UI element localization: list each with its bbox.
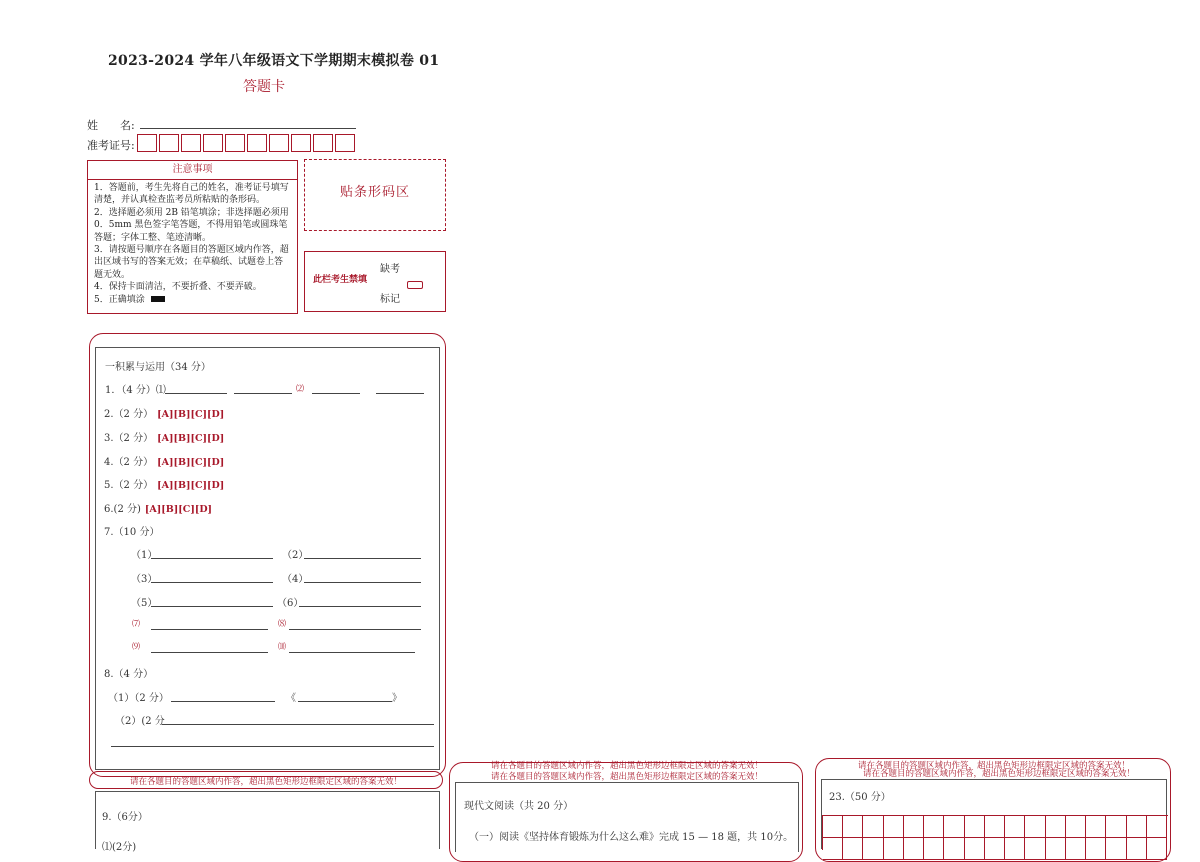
notice-item: 4．保持卡面清洁，不要折叠、不要弄破。 [94,282,262,293]
q9-part1-label: ⑴(2分) [102,842,137,853]
notice-item: 1．答题前，考生先将自己的姓名，准考证号填写清楚，并认真检查监考员所粘贴的条形码。 [94,183,289,206]
name-field[interactable] [140,128,356,129]
essay-grid-cell[interactable] [985,838,1005,860]
absent-note: 此栏考生禁填 [313,275,368,285]
q7-blank[interactable] [289,652,415,653]
q1-label: 1．（4 分） [105,385,156,396]
notice-list [88,182,297,306]
essay-grid-cell[interactable] [1005,838,1025,860]
barcode-area: 贴条形码区 [304,159,446,231]
id-digit-box[interactable] [313,134,333,152]
exam-id-label: 准考证号: [87,139,135,152]
section3-heading: 现代文阅读（共 20 分） [464,801,574,812]
id-digit-box[interactable] [269,134,289,152]
choice-question[interactable] [104,500,212,515]
q8-part2-label: （2）(2 分 [115,716,165,727]
choice-options[interactable]: [A][B][C][D] [157,457,225,468]
q1-blank[interactable] [376,393,424,394]
essay-grid-cell[interactable] [1046,838,1066,860]
q8-blank[interactable] [171,701,275,702]
essay-grid-cell[interactable] [944,816,964,838]
essay-grid-cell[interactable] [1046,816,1066,838]
essay-grid-cell[interactable] [1106,838,1126,860]
absent-label-top: 缺考 [380,264,400,275]
q7-blank[interactable] [151,606,273,607]
id-digit-box[interactable] [159,134,179,152]
essay-grid-cell[interactable] [823,838,843,860]
essay-grid-cell[interactable] [1147,816,1167,838]
q7-blank[interactable] [151,652,268,653]
essay-grid[interactable] [822,815,1168,850]
essay-grid-cell[interactable] [904,838,924,860]
essay-grid-cell[interactable] [944,838,964,860]
exam-id-boxes[interactable] [137,134,357,156]
notice-heading: 注意事项 [88,161,297,180]
q7-blank[interactable] [151,629,268,630]
essay-grid-cell[interactable] [863,816,883,838]
name-label: 姓 名: [87,119,135,132]
essay-grid-cell[interactable] [1086,838,1106,860]
absent-mark-box[interactable] [407,274,423,293]
answer-area-warning: 请在各题目的答题区域内作答，超出黑色矩形边框限定区域的答案无效！ [490,761,763,771]
essay-grid-cell[interactable] [884,816,904,838]
essay-grid-cell[interactable] [843,838,863,860]
q7-item-label: （3） [131,574,158,585]
essay-grid-cell[interactable] [1066,816,1086,838]
q7-item-label: （6） [277,598,304,609]
q7-blank[interactable] [289,629,421,630]
choice-question[interactable] [104,405,224,420]
essay-grid-cell[interactable] [924,816,944,838]
q8-label: 8.（4 分） [104,669,154,680]
choice-question-label: 2.（2 分） [104,409,154,420]
choice-question-label: 5.（2 分） [104,480,154,491]
q7-item-label: ⑼ [132,642,140,651]
q1-row [105,381,166,396]
q7-item-label: （4） [282,574,309,585]
answer-area-warning: 请在各题目的答题区域内作答，超出黑色矩形边框限定区域的答案无效！ [129,777,402,787]
q7-label: 7.（10 分） [104,527,160,538]
notice-item: 3．请按题号顺序在各题目的答题区域内作答，超出区域书写的答案无效；在草稿纸、试题卷上答题无效。 [94,245,289,280]
q7-blank[interactable] [304,582,421,583]
q23-label: 23.（50 分） [829,792,891,803]
id-digit-box[interactable] [335,134,355,152]
choice-options[interactable]: [A][B][C][D] [157,480,225,491]
choice-options[interactable]: [A][B][C][D] [144,504,213,515]
choice-question[interactable] [104,476,224,491]
absent-label-bottom: 标记 [380,294,400,305]
q1-part2-label: ⑵ [296,384,304,393]
q1-blank[interactable] [312,393,360,394]
section1-answer-area [95,347,440,770]
notice-item: 2．选择题必须用 2B 铅笔填涂；非选择题必须用 0．5mm 黑色签字笔答题，不得用铅笔或圆珠笔答题；字体工整、笔迹清晰。 [94,207,289,243]
essay-grid-cell[interactable] [965,816,985,838]
answer-area-warning: 请在各题目的答题区域内作答，超出黑色矩形边框限定区域的答案无效！ [862,769,1135,779]
choice-question-label: 4.（2 分） [104,457,154,468]
q7-item-label: （2） [282,550,309,561]
essay-grid-cell[interactable] [863,838,883,860]
choice-question-label: 6.(2 分) [104,504,141,515]
id-digit-box[interactable] [137,134,157,152]
q8-answer-line[interactable] [111,746,434,747]
q9-label: 9.（6分） [102,812,148,823]
id-digit-box[interactable] [181,134,201,152]
essay-grid-cell[interactable] [985,816,1005,838]
q7-item-label: （1） [131,550,158,561]
essay-grid-cell[interactable] [884,838,904,860]
q7-item-label: （5） [131,598,158,609]
column2-answer-area [455,782,799,852]
correct-fill-mark [151,296,165,302]
correct-fill-label: 5．正确填涂 [94,294,145,305]
essay-grid-cell[interactable] [823,816,843,838]
section3-sub-heading: （一）阅读《坚持体育锻炼为什么这么难》完成 15 — 18 题，共 10分。 [469,832,794,843]
q8-part1-label: （1）（2 分） [108,693,169,704]
exam-title: 2023-2024 学年八年级语文下学期期末模拟卷 01 [108,53,440,69]
q8-open-quote: 《 [286,693,296,704]
q7-blank[interactable] [299,606,421,607]
essay-grid-cell[interactable] [1025,816,1045,838]
q7-blank[interactable] [151,582,273,583]
essay-grid-cell[interactable] [1127,838,1147,860]
essay-grid-cell[interactable] [1106,816,1126,838]
essay-grid-cell[interactable] [904,816,924,838]
notice-item [94,294,291,306]
q7-blank[interactable] [304,558,421,559]
absent-box [304,251,446,312]
notice-box [87,160,298,314]
id-digit-box[interactable] [291,134,311,152]
id-digit-box[interactable] [225,134,245,152]
essay-grid-cell[interactable] [1086,816,1106,838]
q1-blank[interactable] [234,393,292,394]
essay-grid-cell[interactable] [1147,838,1167,860]
choice-question[interactable] [104,453,224,468]
q8-answer-line[interactable] [162,724,434,725]
answer-area-warning: 请在各题目的答题区域内作答，超出黑色矩形边框限定区域的答案无效！ [857,761,1130,771]
q8-blank[interactable] [298,701,392,702]
section2-answer-area [95,791,440,853]
essay-grid-cell[interactable] [924,838,944,860]
answer-card-title: 答题卡 [243,79,285,95]
column3-answer-area [821,779,1167,849]
section1-heading: 一积累与运用（34 分） [105,362,211,373]
choice-question[interactable] [104,429,224,444]
q1-blank[interactable] [165,393,227,394]
q8-close-quote: 》 [392,693,402,704]
answer-area-warning: 请在各题目的答题区域内作答，超出黑色矩形边框限定区域的答案无效！ [490,772,763,782]
essay-grid-cell[interactable] [965,838,985,860]
essay-grid-cell[interactable] [1025,838,1045,860]
choice-options[interactable]: [A][B][C][D] [157,433,225,444]
id-digit-box[interactable] [247,134,267,152]
q7-blank[interactable] [151,558,273,559]
essay-grid-cell[interactable] [843,816,863,838]
choice-question-label: 3.（2 分） [104,433,154,444]
q7-item-label: ⑺ [132,619,140,628]
essay-grid-cell[interactable] [1127,816,1147,838]
q1-part1-label: ⑴ [155,385,166,396]
essay-grid-cell[interactable] [1005,816,1025,838]
choice-options[interactable]: [A][B][C][D] [157,409,225,420]
q7-item-label: ⑽ [278,642,286,651]
id-digit-box[interactable] [203,134,223,152]
q7-item-label: ⑻ [278,619,286,628]
essay-grid-cell[interactable] [1066,838,1086,860]
